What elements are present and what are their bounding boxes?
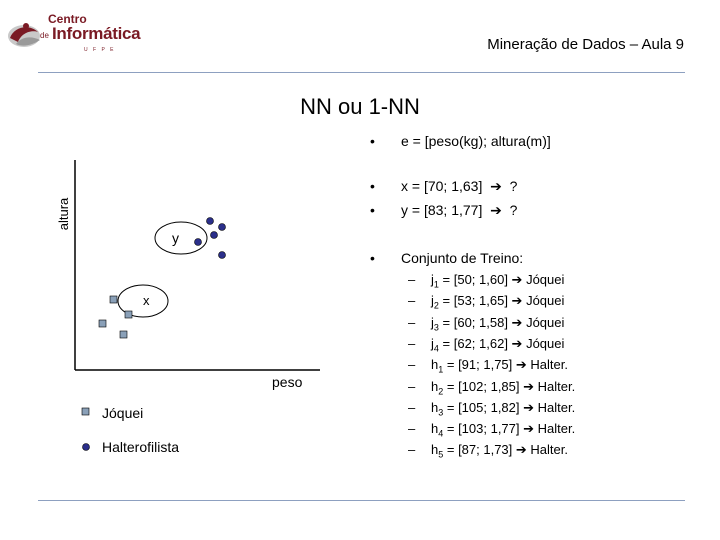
dash-marker: – xyxy=(408,335,416,351)
training-item xyxy=(431,336,564,354)
query-mark: ? xyxy=(509,202,518,218)
training-item-value: = [53; 1,65] xyxy=(438,293,512,309)
training-item-id: h xyxy=(431,378,439,394)
training-item-id: h xyxy=(431,399,439,415)
training-item xyxy=(431,293,564,311)
arrow-right-icon: ➔ xyxy=(523,399,535,415)
dash-marker: – xyxy=(408,442,416,458)
training-item-subscript: 5 xyxy=(438,449,444,460)
slide-title: NN ou 1-NN xyxy=(300,94,420,119)
header-title: Mineração de Dados – Aula 9 xyxy=(487,36,684,53)
training-item-subscript: 1 xyxy=(433,279,439,290)
bullet-y-text: y = [83; 1,77] xyxy=(401,202,483,218)
logo-de: de xyxy=(40,31,49,40)
training-item-value: = [105; 1,82] xyxy=(443,399,524,415)
arrow-right-icon: ➔ xyxy=(515,442,527,458)
query-mark: ? xyxy=(509,178,518,194)
x-axis-label: peso xyxy=(272,374,303,390)
training-item-subscript: 4 xyxy=(433,343,439,354)
training-item xyxy=(431,442,568,460)
training-item-subscript: 3 xyxy=(438,407,444,418)
arrow-right-icon: ➔ xyxy=(523,378,535,394)
training-item-label: Halter. xyxy=(534,378,576,394)
training-item-subscript: 1 xyxy=(438,364,444,375)
training-item xyxy=(431,379,575,397)
footer-divider xyxy=(38,500,685,501)
arrow-right-icon: ➔ xyxy=(511,272,523,287)
bullet-x xyxy=(401,178,517,195)
training-item xyxy=(431,315,564,333)
arrow-right-icon: ➔ xyxy=(486,202,506,218)
training-item-label: Jóquei xyxy=(522,314,565,330)
training-item-value: = [91; 1,75] xyxy=(443,357,516,373)
training-item-id: j xyxy=(431,293,434,309)
training-item-label: Halter. xyxy=(534,399,576,415)
training-item-id: j xyxy=(431,335,434,351)
bullet-e: e = [peso(kg); altura(m)] xyxy=(401,133,551,149)
dash-marker: – xyxy=(408,272,416,287)
arrow-right-icon: ➔ xyxy=(511,314,523,330)
training-item-id: j xyxy=(431,272,434,287)
query-y-label: y xyxy=(172,230,179,246)
training-item-label: Jóquei xyxy=(522,272,565,287)
training-item xyxy=(431,400,575,418)
bullet-y xyxy=(401,202,517,219)
training-item-subscript: 2 xyxy=(433,300,439,311)
dash-marker: – xyxy=(408,399,416,415)
dash-marker: – xyxy=(408,357,416,373)
training-item-label: Halter. xyxy=(534,421,576,437)
legend-halterofilista-label: Halterofilista xyxy=(102,439,180,455)
training-item-value: = [103; 1,77] xyxy=(443,421,524,437)
bullet-dot: • xyxy=(370,178,375,194)
bullet-dot: • xyxy=(370,202,375,218)
training-item-value: = [62; 1,62] xyxy=(438,335,512,351)
training-item-subscript: 3 xyxy=(433,322,439,333)
training-title: Conjunto de Treino: xyxy=(401,250,524,266)
logo-centro: Centro xyxy=(48,12,87,26)
training-item-label: Jóquei xyxy=(522,293,565,309)
dash-marker: – xyxy=(408,293,416,309)
training-item-value: = [102; 1,85] xyxy=(443,378,524,394)
arrow-right-icon: ➔ xyxy=(511,335,523,351)
arrow-right-icon: ➔ xyxy=(515,357,527,373)
bullet-dot: • xyxy=(370,250,375,266)
training-item xyxy=(431,357,568,375)
training-item-value: = [50; 1,60] xyxy=(438,272,512,287)
training-item-value: = [87; 1,73] xyxy=(443,442,516,458)
dash-marker: – xyxy=(408,421,416,437)
logo-subtitle: U F P E xyxy=(84,47,116,53)
bullet-x-text: x = [70; 1,63] xyxy=(401,178,483,194)
training-item-id: h xyxy=(431,357,439,373)
training-item-subscript: 2 xyxy=(438,386,444,397)
training-item-subscript: 4 xyxy=(438,428,444,439)
query-x-label: x xyxy=(143,293,150,308)
training-item-label: Halter. xyxy=(526,442,568,458)
dash-marker: – xyxy=(408,314,416,330)
arrow-right-icon: ➔ xyxy=(523,421,535,437)
arrow-right-icon: ➔ xyxy=(486,178,506,194)
training-item xyxy=(431,421,575,439)
training-item-id: h xyxy=(431,442,439,458)
logo-informatica: Informática xyxy=(52,24,141,43)
arrow-right-icon: ➔ xyxy=(511,293,523,309)
y-axis-label: altura xyxy=(56,197,71,231)
training-item-label: Jóquei xyxy=(522,335,565,351)
training-item-id: j xyxy=(431,314,434,330)
legend-joquei-label: Jóquei xyxy=(102,405,144,421)
training-item-label: Halter. xyxy=(526,357,568,373)
bullet-dot: • xyxy=(370,133,375,149)
training-item xyxy=(431,272,564,290)
training-item-value: = [60; 1,58] xyxy=(438,314,512,330)
training-item-id: h xyxy=(431,421,439,437)
dash-marker: – xyxy=(408,378,416,394)
